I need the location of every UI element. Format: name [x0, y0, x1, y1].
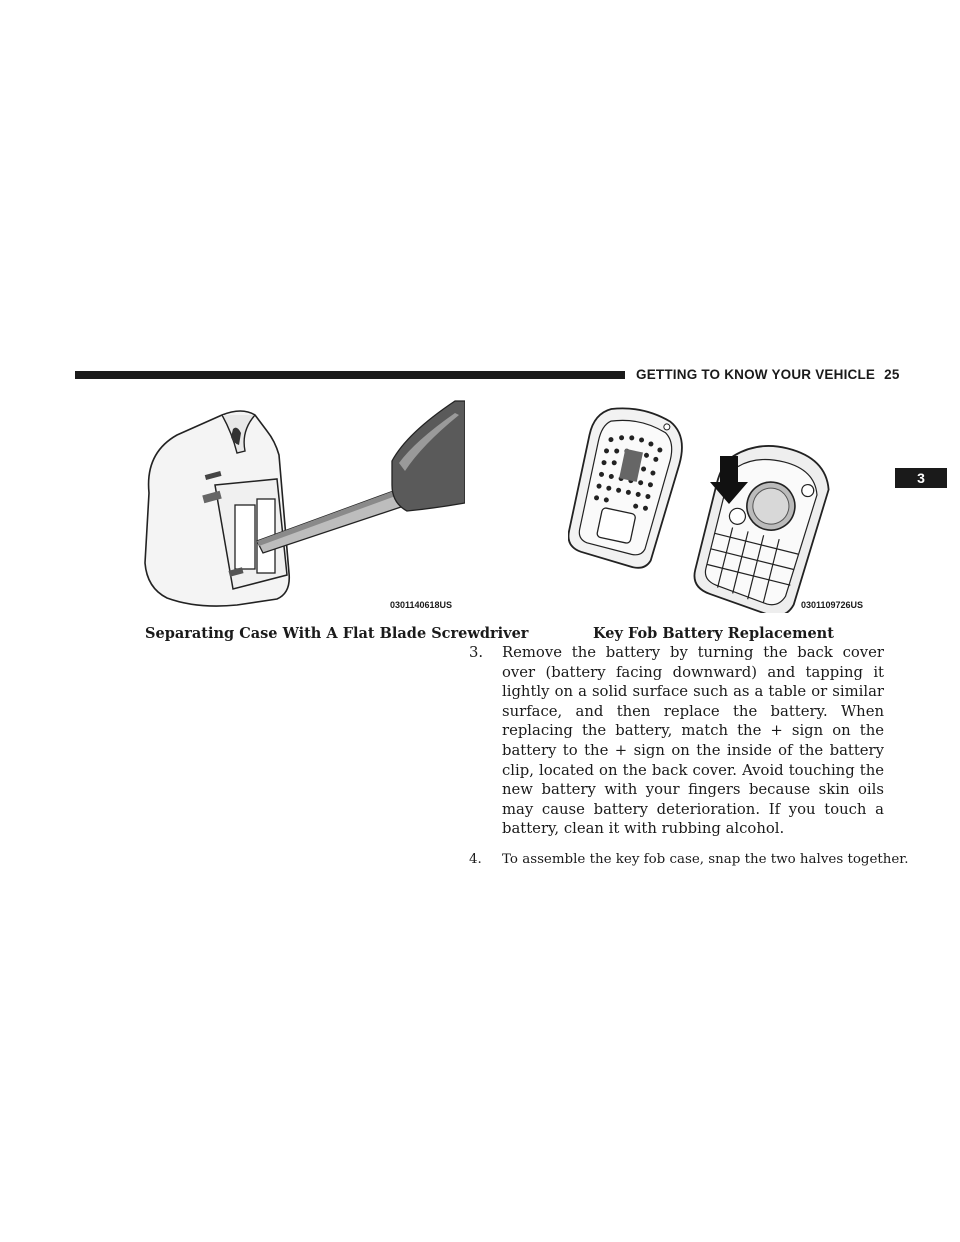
step-number: 4. — [469, 851, 482, 867]
list-item — [469, 643, 884, 839]
battery-icon — [568, 406, 884, 613]
key-fob-screwdriver-illustration — [137, 393, 465, 613]
list-item — [469, 850, 909, 870]
figure-code: 0301140618US — [390, 600, 453, 610]
section-title: GETTING TO KNOW YOUR VEHICLE — [636, 367, 876, 382]
screwdriver-icon — [137, 393, 465, 613]
step-text: Remove the battery by turning the back cover over (battery facing downward) and tapping it lightly on a solid surface such as a table or similar surface, and then replace the battery. When replacing the battery, match the + sign on the battery to the + sign on the inside of the battery clip, located on the back cover. Avoid touching the new battery with your fingers because skin oils may cause battery deterioration. If you touch a battery, clean it with rubbing alcohol. — [502, 644, 884, 838]
step-text: To assemble the key fob case, snap the two halves together. — [502, 851, 909, 867]
key-fob-battery-illustration — [568, 406, 884, 613]
figure-caption: Separating Case With A Flat Blade Screwdriver — [145, 625, 529, 642]
instruction-steps — [469, 643, 909, 870]
header-rule — [75, 371, 625, 379]
figure-caption: Key Fob Battery Replacement — [593, 625, 834, 642]
running-header — [636, 367, 900, 382]
step-number: 3. — [469, 644, 484, 661]
figure-code: 0301109726US — [801, 600, 864, 610]
page-number: 25 — [884, 367, 900, 382]
chapter-tab: 3 — [895, 468, 947, 488]
